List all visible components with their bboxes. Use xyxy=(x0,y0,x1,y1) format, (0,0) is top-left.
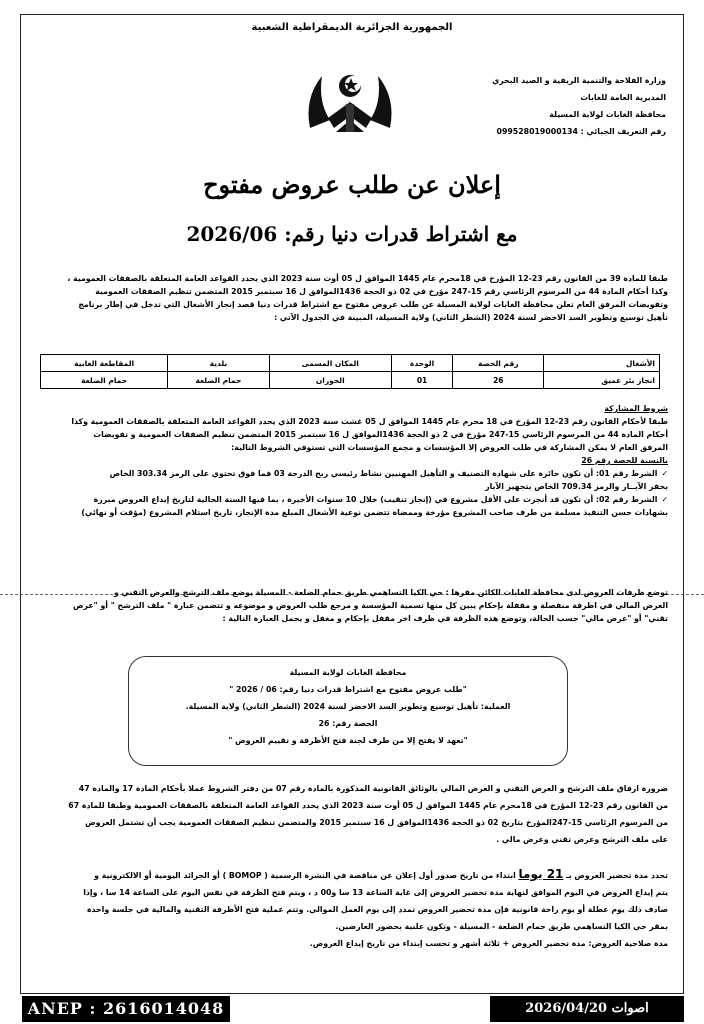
intro-paragraph xyxy=(32,272,668,324)
publication-date: اصوات 2026/04/20 xyxy=(490,996,684,1022)
intro-line: وتفويضات المرفق العام تعلن محافظة الغابات لولاية المسيلة عن طلب عروض مفتوح مع اشتراط قدرات دنيا قصد إنجاز الأشغال التي تدخل في إطار برنامج xyxy=(78,300,668,309)
tax-id: رقم التعريف الجبائي : 099528019000134 xyxy=(496,127,666,136)
intro-line: طبقا للمادة 39 من القانون رقم 23-12 المؤرخ في 18محرم عام 1445 الموافق ل 05 أوت سنة 2023 الذي يحدد القواعد العامة المتعلقة بالصفقات العمومية ، xyxy=(67,274,668,283)
conditions-line: المرفق العام لا يمكن المشاركة في طلب العروض إلا المؤسسات و مجمع المؤسسات التي تستوفي الشروط التالية: xyxy=(231,443,668,452)
condition-text: الشرط رقم 01: أن تكون حائزة على شهادة التصنيف و التأهيل المهنيين نشاط رئيسي ربح الدرجة 03 فما فوق تحتوي على الرمز 303.34 الخاص xyxy=(109,469,658,478)
intro-line: تأهيل توسيع وتطوير السد الاخضر لسنة 2024 (الشطر الثاني) ولاية المسيلة، المبينة في الجدول الآتي : xyxy=(274,313,668,322)
files-line: من القانون رقم 23-12 المؤرخ في 18محرم عام 1445 الموافق ل 05 أوت سنة 2023 الذي يحدد القواعد العامة المتعلقة بالصفقات العمومية وطبقا للمادة 67 xyxy=(68,801,668,810)
cell-lot: 26 xyxy=(453,372,544,389)
anep-reference: ANEP : 2616014048 xyxy=(22,996,230,1022)
files-line: ضرورة ارفاق ملف الترشح و العرض التقني و العرض المالي بالوثائق القانونية المذكورة بالمادة رقم 07 من دفتر الشروط عملا بأحكام المادة 17 والمادة 47 xyxy=(78,784,668,793)
lots-table xyxy=(40,354,660,389)
condition-2-cont: بشهادات حسن التنفيذ مسلمة من طرف صاحب المشروع مؤرخة وممضاة تتضمن نوعية الأشغال المبلغ مدة الإنجاز، تاريخ استلام المشروع (مؤقت أو نهائي) xyxy=(81,508,668,517)
deadline-line: صادف ذلك يوم عطلة أو يوم راحة قانونية فإن مدة تحضير العروض تمدد إلى يوم العمل الموالي. وتتم عملية فتح الأظرفة التقنية والمالية في جلسة واحدة xyxy=(86,905,668,914)
files-line: من المرسوم الرئاسي 15-247المؤرخ بتاريخ 02 ذو الحجة 1436الموافق ل 16 سبتمبر 2015 والمتضمن تنظيم الصفقات العمومية يجب أن تشتمل العروض xyxy=(85,818,668,827)
deadline-line: بمقر حي الكيا التساهمي طريق حمام الضلعة - المسيلة - وتكون علنية بحضور العارضين. xyxy=(335,922,668,931)
ministry-block xyxy=(406,72,666,140)
envelope-line: محافظة الغابات لولاية المسيلة xyxy=(289,668,407,677)
intro-line: وكذا أحكام المادة 44 من المرسوم الرئاسي رقم 15-247 مؤرخ في 02 ذو الحجة 1436الموافق ل 16 سبتمبر 2015 المتضمن تنظيم الصفقات العمومية xyxy=(95,287,668,296)
submission-section xyxy=(32,586,668,625)
cell-unit: 01 xyxy=(391,372,452,389)
condition-text: الشرط رقم 02: أن تكون قد أنجزت على الأقل مشروع في (إنجاز تنقيب) خلال 10 سنوات الأخيرة ، بما فيها السنة الحالية لتاريخ إيداع العروض مبررة xyxy=(93,495,658,504)
directorate-name: المديرية العامة للغابات xyxy=(580,93,666,102)
checkmark-icon: ✓ xyxy=(661,495,668,504)
header-works: الأشغال xyxy=(544,355,660,372)
ministry-name: وزارة الفلاحة والتنمية الريفية و الصيد البحري xyxy=(492,76,666,85)
checkmark-icon: ✓ xyxy=(661,469,668,478)
submission-line: تقني" أو "عرض مالي" حسب الحالة، وتوضع هذه الظرفة في ظرف اخر مقفل بإحكام و مغفل و يحمل العبارة التالية : xyxy=(222,614,668,623)
conservation-name: محافظة الغابات لولاية المسيلة xyxy=(549,110,666,119)
notice-title: إعلان عن طلب عروض مفتوح xyxy=(203,170,501,199)
cell-district: حمام الضلعة xyxy=(41,372,168,389)
header-unit: الوحدة xyxy=(391,355,452,372)
table-row xyxy=(41,372,660,389)
cell-place: الحوران xyxy=(269,372,391,389)
header-place: المكان المسمى xyxy=(269,355,391,372)
envelope-line: العملية: تأهيل توسيع وتطوير السد الاخضر لسنة 2024 (الشطر الثاني) ولاية المسيلة. xyxy=(185,702,511,711)
condition-1-cont: بحفر الآبــار والرمز 709.34 الخاص بتجهيز الآبار xyxy=(485,482,668,491)
submission-line: العرض المالي في اظرفة منفصلة و مقفلة بإحكام يبين كل منها تسمية المؤسسة و مرجع طلب العروض و موضوعه و تتضمن عبارة " ملف الترشح " أو "عرض xyxy=(73,601,668,610)
deadline-line xyxy=(32,866,668,884)
condition-1 xyxy=(32,467,668,480)
submission-line: توضع ظرفات العروض لدى محافظة الغابات الكائن مقرها : حي الكيا التساهمي طريق حمام الضلعة - المسيلة يوضع ملف الترشح والعرض التقني و xyxy=(113,588,668,597)
files-section xyxy=(32,780,668,848)
envelope-line: "تعهد لا يفتح إلا من طرف لجنة فتح الأظرفة و تقييم العروض " xyxy=(228,736,468,745)
envelope-line: "طلب عروض مفتوح مع اشتراط قدرات دنيا رقم: 06 / 2026 " xyxy=(229,685,467,694)
cell-commune: حمام الضلعة xyxy=(168,372,269,389)
header-district: المقاطعة الغابية xyxy=(41,355,168,372)
header-commune: بلدية xyxy=(168,355,269,372)
notice-subtitle: مع اشتراط قدرات دنيا رقم: 2026/06 xyxy=(186,222,518,246)
table-header-row xyxy=(41,355,660,372)
header-lot: رقم الحصة xyxy=(453,355,544,372)
envelope-text xyxy=(128,664,568,749)
conditions-line: طبقا لأحكام القانون رقم 23-12 المؤرخ في 18 محرم عام 1445 الموافق ل 05 غشت سنة 2023 الذي يحدد القواعد العامة المتعلقة بالصفقات العمومية وكذا xyxy=(71,417,668,426)
lot-heading: بالنسبة للحصة رقم 26 xyxy=(581,456,668,465)
republic-heading: الجمهورية الجزائرية الديمقراطية الشعبية xyxy=(251,22,453,33)
conditions-line: أحكام المادة 44 من المرسوم الرئاسي 15-247 مؤرخ في 2 ذو الحجة 1436الموافق ل 16 سبتمبر 2015 المتضمن تنظيم الصفقات العمومية و تفويضات xyxy=(93,430,668,439)
conditions-heading: شروط المشاركة xyxy=(604,404,668,413)
deadline-line: مدة صلاحية العروض: مدة تحضير العروض + ثلاثة أشهر و تحسب إبتداء من تاريخ إيداع العروض. xyxy=(309,939,668,948)
envelope-line: الحصة رقم: 26 xyxy=(318,719,378,728)
deadline-prefix: تحدد مدة تحضير العروض بـ xyxy=(566,871,668,880)
cell-works: انجاز بئر عميق xyxy=(544,372,660,389)
deadline-rest: ابتداء من تاريخ صدور أول إعلان عن مناقصة في النشرة الرسمية ( BOMOP ) أو الجرائد اليومية أو الالكترونية و xyxy=(94,871,516,880)
algerian-emblem-icon xyxy=(300,58,400,140)
conditions-section xyxy=(32,402,668,519)
deadline-days: 21 يوما xyxy=(518,867,564,881)
files-line: على ملف الترشح وعرض تقني وعرض مالي . xyxy=(496,835,668,844)
condition-2 xyxy=(32,493,668,506)
deadline-line: يتم إيداع العروض في اليوم الموافق لنهاية مدة تحضير العروض إلى غاية الساعة 13 سا و00 د ، ويتم فتح الظرفة في نفس اليوم على الساعة 14 سا ، وإذا xyxy=(83,888,668,897)
deadline-section xyxy=(32,866,668,952)
